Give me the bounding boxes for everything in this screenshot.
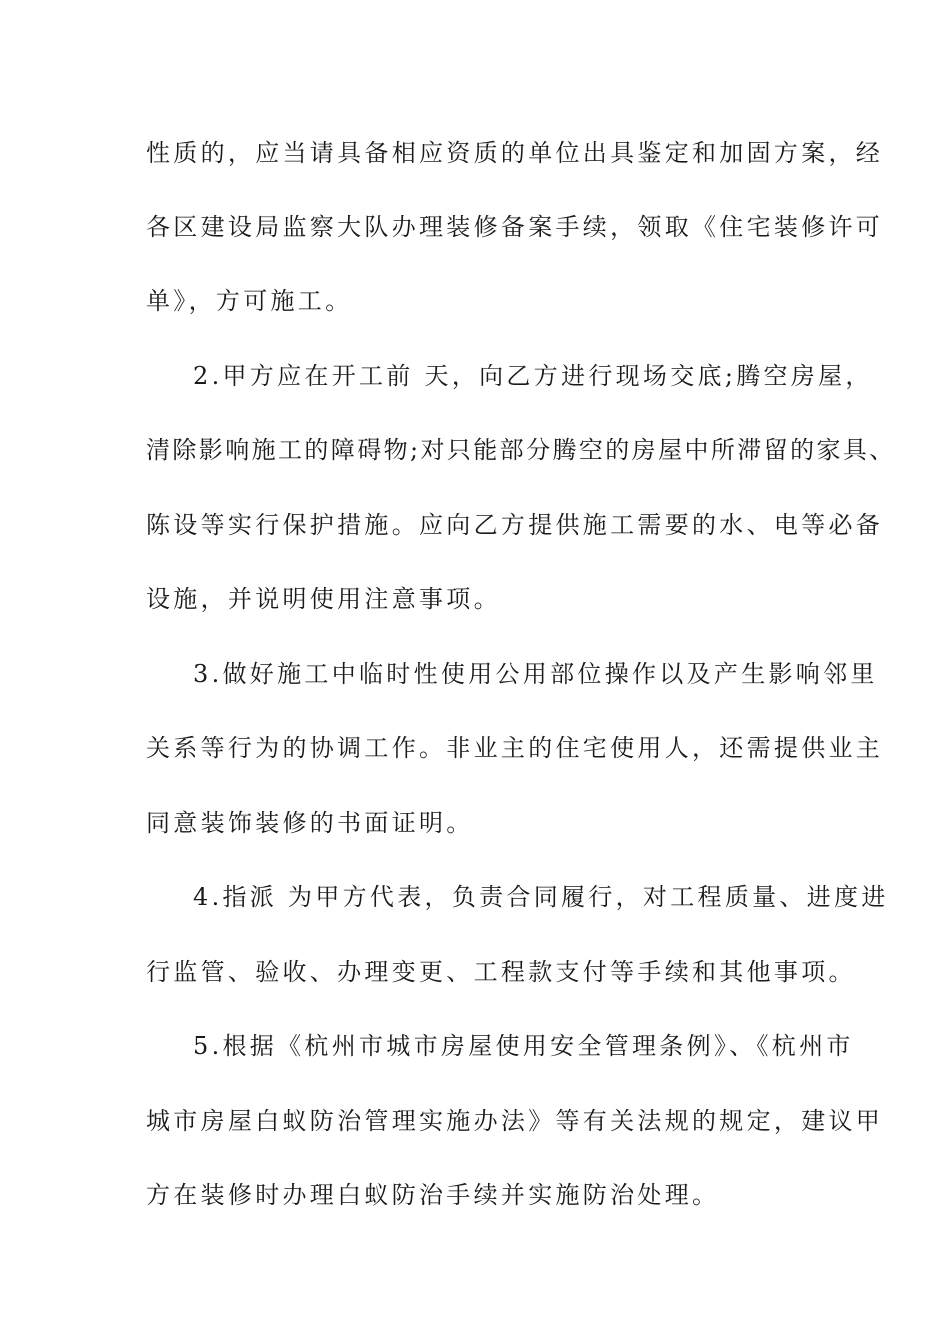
paragraph-3-first-line: 3.做好施工中临时性使用公用部位操作以及产生影响邻里 [193,660,878,688]
text-line: 设施，并说明使用注意事项。 [146,585,501,613]
paragraph-4-first-line: 4.指派 为甲方代表，负责合同履行，对工程质量、进度进 [193,883,889,911]
text-line: 单》，方可施工。 [146,287,353,315]
text-line: 清除影响施工的障碍物;对只能部分腾空的房屋中所滞留的家具、 [146,436,896,464]
paragraph-2-first-line: 2.甲方应在开工前 天，向乙方进行现场交底;腾空房屋， [193,362,873,390]
text-line: 性质的，应当请具备相应资质的单位出具鉴定和加固方案，经 [146,139,884,167]
text-line: 方在装修时办理白蚁防治手续并实施防治处理。 [146,1181,720,1209]
text-line: 同意装饰装修的书面证明。 [146,809,474,837]
text-line: 各区建设局监察大队办理装修备案手续，领取《住宅装修许可 [146,213,884,241]
paragraph-5-first-line: 5.根据《杭州市城市房屋使用安全管理条例》、《杭州市 [193,1032,854,1060]
text-line: 关系等行为的协调工作。非业主的住宅使用人，还需提供业主 [146,734,884,762]
text-line: 陈设等实行保护措施。应向乙方提供施工需要的水、电等必备 [146,511,884,539]
text-line: 行监管、验收、办理变更、工程款支付等手续和其他事项。 [146,958,856,986]
text-line: 城市房屋白蚁防治管理实施办法》等有关法规的规定，建议甲 [146,1107,884,1135]
